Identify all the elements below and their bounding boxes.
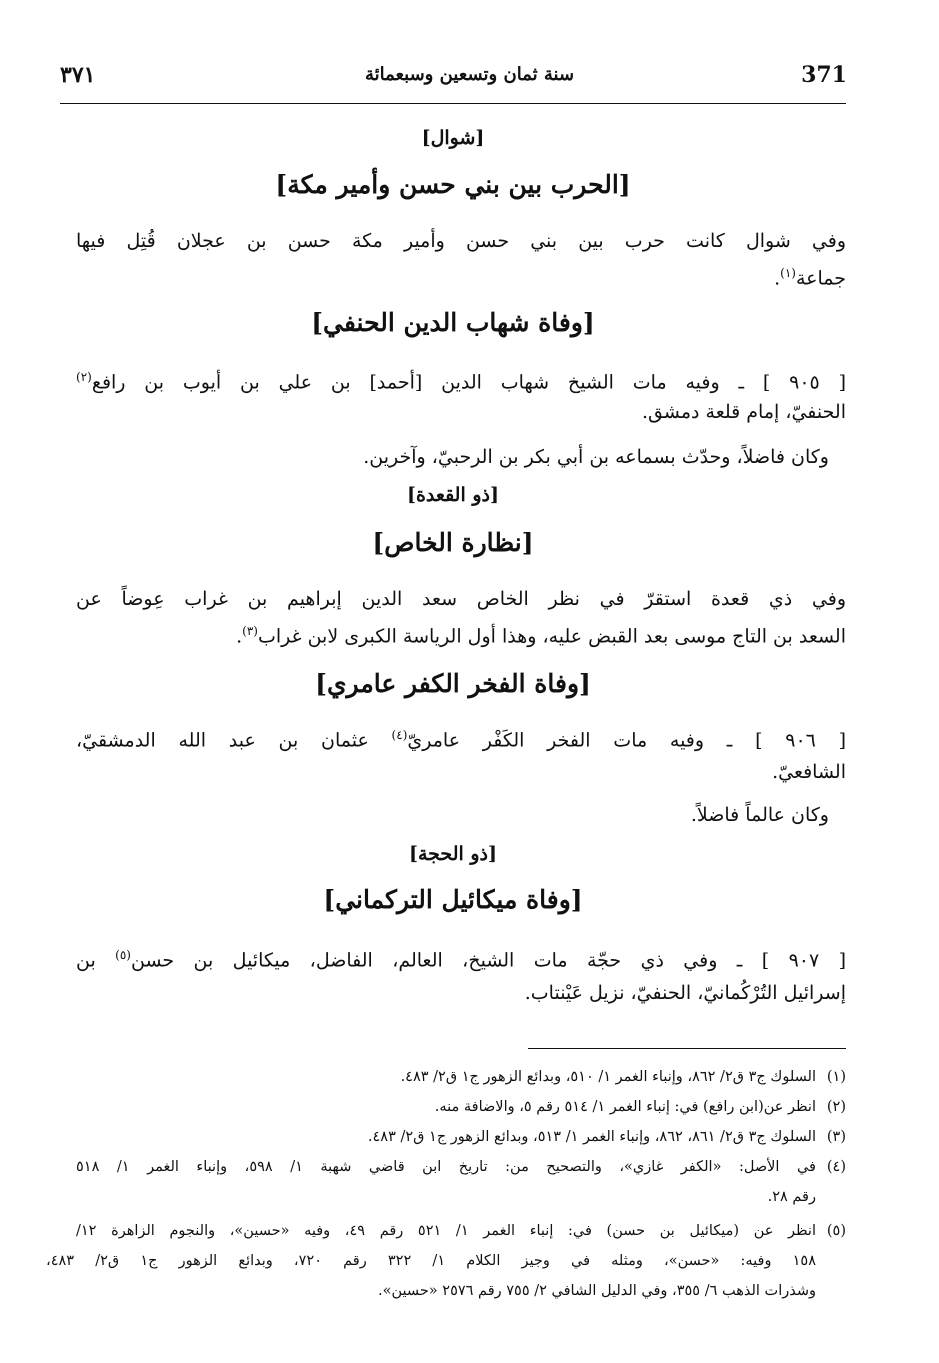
footnote-ref-2: (٢) bbox=[76, 370, 92, 384]
entry-907-text-a: [ ٩٠٧ ] ـ وفي ذي حجّة مات الشيخ، العالم، الفاضل، ميكائيل بن حسن bbox=[130, 949, 846, 972]
footnote-4-line-2: رقم ٢٨. bbox=[767, 1189, 816, 1205]
footnote-5-text: انظر عن (ميكائيل بن حسن) في: إنباء الغمر ١/ ٥٢١ رقم ٤٩، وفيه «حسين»، والنجوم الزاهرة ١٢/ bbox=[76, 1223, 816, 1239]
entry-907-line-1 bbox=[76, 940, 846, 975]
section-heading-war: [الحرب بين بني حسن وأمير مكة] bbox=[275, 170, 631, 199]
header-rule bbox=[60, 103, 846, 104]
footnote-4-text: في الأصل: «الكفر غازي»، والتصحيح من: تاريخ ابن قاضي شهبة ١/ ٥٩٨، وإنباء الغمر ١/ ٥١٨ bbox=[76, 1159, 816, 1175]
footnote-5-number: (٥) bbox=[826, 1223, 846, 1239]
section-heading-nazara: [نظارة الخاص] bbox=[372, 528, 534, 557]
entry-905-text: [ ٩٠٥ ] ـ وفيه مات الشيخ شهاب الدين [أحمد] بن علي بن أيوب بن رافع bbox=[91, 371, 846, 394]
footnote-ref-1: (١) bbox=[780, 266, 796, 280]
footnote-3-number: (٣) bbox=[826, 1129, 846, 1145]
entry-906-line-2: الشافعيّ. bbox=[772, 761, 846, 783]
footnote-4-line-1 bbox=[76, 1156, 846, 1178]
month-heading-hijja: [ذو الحجة] bbox=[408, 843, 497, 865]
footnote-ref-4: (٤) bbox=[391, 728, 408, 742]
nazara-line-1: وفي ذي قعدة استقرّ في نظر الخاص سعد الدين إبراهيم بن غراب عِوضاً عن bbox=[76, 588, 846, 610]
page-number-arabic: ٣٧١ bbox=[60, 62, 96, 88]
footnote-1 bbox=[76, 1066, 846, 1088]
entry-906-text-a: [ ٩٠٦ ] ـ وفيه مات الفخر الكَفْر عامريّ bbox=[407, 729, 847, 752]
entry-905-line-1 bbox=[76, 362, 846, 397]
footnote-3-text: السلوك ج٣ ق٢/ ٨٦١، ٨٦٢، وإنباء الغمر ١/ ٥١٣، وبدائع الزهور ج١ ق٢/ ٤٨٣. bbox=[367, 1129, 816, 1145]
footnote-ref-5: (٥) bbox=[115, 948, 131, 962]
entry-905-line-3: وكان فاضلاً، وحدّث بسماعه بن أبي بكر بن الرحبيّ، وآخرين. bbox=[363, 446, 829, 468]
footnote-2-number: (٢) bbox=[826, 1099, 846, 1115]
month-heading-shawwal: [شوال] bbox=[421, 127, 485, 149]
running-title: سنة ثمان وتسعين وسبعمائة bbox=[364, 64, 575, 85]
entry-906-text-b: عثمان بن عبد الله الدمشقيّ، bbox=[76, 729, 392, 752]
footnote-rule bbox=[528, 1048, 846, 1049]
footnote-1-number: (١) bbox=[826, 1069, 846, 1085]
war-paragraph-line-2 bbox=[76, 258, 846, 293]
month-heading-qada: [ذو القعدة] bbox=[406, 484, 499, 506]
war-text: جماعة bbox=[795, 267, 846, 290]
footnote-3 bbox=[76, 1126, 846, 1148]
section-heading-shihab: [وفاة شهاب الدين الحنفي] bbox=[311, 308, 595, 337]
nazara-text: السعد بن التاج موسى بعد القبض عليه، وهذا أول الرياسة الكبرى لابن غراب bbox=[257, 625, 846, 648]
footnote-5-line-1 bbox=[76, 1220, 846, 1242]
entry-907-line-2: إسرائيل التُرْكُمانيّ، الحنفيّ، نزيل عَيْنتاب. bbox=[524, 982, 846, 1004]
war-period: . bbox=[774, 267, 781, 290]
footnote-1-text: السلوك ج٣ ق٢/ ٨٦٢، وإنباء الغمر ١/ ٥١٠، وبدائع الزهور ج١ ق٢/ ٤٨٣. bbox=[400, 1069, 816, 1085]
entry-906-line-3: وكان عالماً فاضلاً. bbox=[690, 804, 829, 826]
nazara-period: . bbox=[236, 625, 243, 648]
section-heading-mikail: [وفاة ميكائيل التركماني] bbox=[323, 885, 583, 914]
war-paragraph-line-1: وفي شوال كانت حرب بين بني حسن وأمير مكة حسن بن عجلان قُتِل فيها bbox=[76, 230, 846, 252]
footnote-4-number: (٤) bbox=[826, 1159, 846, 1175]
footnote-ref-3: (٣) bbox=[242, 624, 258, 638]
page-number-latin: 371 bbox=[801, 62, 847, 88]
entry-905-line-2: الحنفيّ، إمام قلعة دمشق. bbox=[642, 401, 846, 423]
section-heading-fakhr: [وفاة الفخر الكفر عامري] bbox=[315, 669, 591, 698]
nazara-line-2 bbox=[76, 616, 846, 651]
footnote-2-text: انظر عن(ابن رافع) في: إنباء الغمر ١/ ٥١٤ رقم ٥، والاضافة منه. bbox=[434, 1099, 816, 1115]
footnote-5-line-2: ١٥٨ وفيه: «حسن»، ومثله في وجيز الكلام ١/ ٣٢٢ رقم ٧٢٠، وبدائع الزهور ج١ ق٢/ ٤٨٣، bbox=[46, 1253, 817, 1269]
entry-907-text-b: بن bbox=[76, 949, 116, 972]
footnote-2 bbox=[76, 1096, 846, 1118]
entry-906-line-1 bbox=[76, 720, 846, 755]
footnote-5-line-3: وشذرات الذهب ٦/ ٣٥٥، وفي الدليل الشافي ٢/ ٧٥٥ رقم ٢٥٧٦ «حسين». bbox=[378, 1283, 816, 1299]
